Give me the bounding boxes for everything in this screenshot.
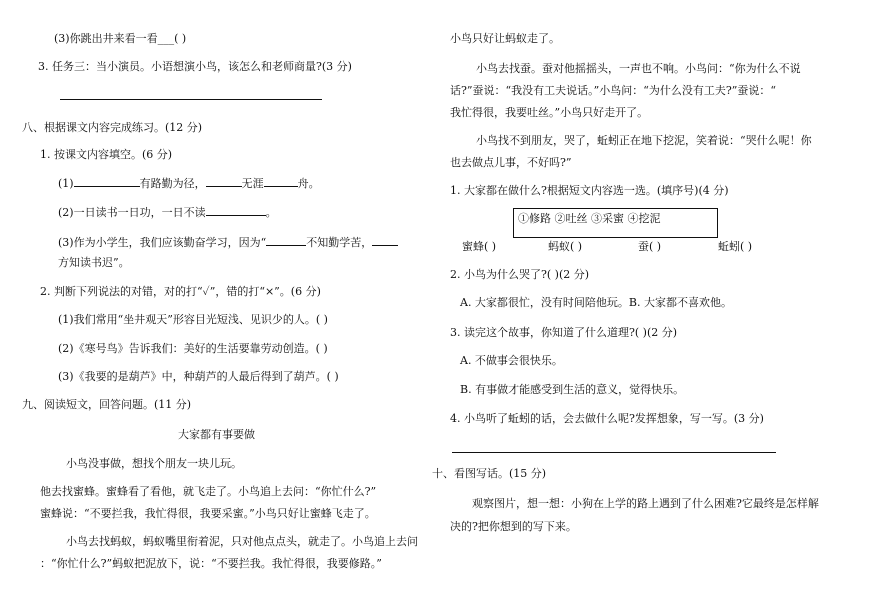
fill-2-text: (2)一日读书一日功，一日不读	[58, 206, 206, 219]
task-3-prompt: 3. 任务三：当小演员。小语想演小鸟，该怎么和老师商量?(3 分)	[38, 60, 352, 73]
section-9-title: 九、阅读短文，回答问题。(11 分)	[22, 398, 192, 411]
fill-1-text-a: 有路勤为径，	[139, 177, 206, 190]
judge-item-3[interactable]: (3)《我要的是葫芦》中，种葫芦的人最后得到了葫芦。( )	[58, 370, 339, 383]
answer-earthworm[interactable]: 蚯蚓( )	[718, 240, 753, 253]
answer-silkworm[interactable]: 蚕( )	[638, 240, 662, 253]
story-paragraph-3-line-1: 小鸟去找蚂蚁，蚂蚁嘴里衔着泥，只对他点点头，就走了。小鸟追上去问	[66, 535, 418, 548]
section-8-question-1: 1. 按课文内容填空。(6 分)	[40, 148, 173, 161]
section-10-title: 十、看图写话。(15 分)	[432, 467, 547, 480]
fill-1-text-c: 舟。	[297, 177, 320, 190]
blank-input[interactable]	[206, 175, 242, 187]
section-10-prompt-line-1: 观察图片，想一想：小狗在上学的路上遇到了什么困难?它最终是怎样解	[472, 497, 819, 510]
fill-2-end: 。	[265, 206, 277, 219]
options-list: ①修路 ②吐丝 ③采蜜 ④挖泥	[518, 212, 661, 225]
blank-input[interactable]	[206, 204, 266, 216]
section-8-question-2: 2. 判断下列说法的对错，对的打“✓”，错的打“×”。(6 分)	[40, 285, 321, 298]
blank-input[interactable]	[266, 234, 306, 246]
fill-1-text-b: 无涯	[241, 177, 264, 190]
blank-input[interactable]	[264, 175, 298, 187]
judge-item-2[interactable]: (2)《寒号鸟》告诉我们：美好的生活要靠劳动创造。( )	[58, 342, 328, 355]
story-paragraph-5-line-2: 也去做点儿事，不好吗?”	[450, 156, 572, 169]
story-paragraph-4-line-2: 话?”蚕说：“我没有工夫说话。”小鸟问：“为什么没有工夫?”蚕说：“	[450, 84, 777, 97]
story-paragraph-5-line-1: 小鸟找不到朋友，哭了，蚯蚓正在地下挖泥，笑着说：“哭什么呢！你	[476, 134, 812, 147]
section-10-prompt-line-2: 决的?把你想到的写下来。	[450, 520, 577, 533]
story-paragraph-2-line-2: 蜜蜂说：“不要拦我，我忙得很，我要采蜜。”小鸟只好让蜜蜂飞走了。	[40, 507, 376, 520]
task-3-answer-line[interactable]	[60, 99, 322, 100]
reading-question-3-option-a: A. 不做事会很快乐。	[460, 354, 563, 367]
fill-3-text-b: 不知勤学苦，	[306, 236, 373, 249]
reading-question-2: 2. 小鸟为什么哭了?( )(2 分)	[450, 268, 590, 281]
reading-question-4: 4. 小鸟听了蚯蚓的话，会去做什么呢?发挥想象，写一写。(3 分)	[450, 412, 764, 425]
fill-3-text-a: (3)作为小学生，我们应该勤奋学习，因为“	[58, 236, 267, 249]
answer-ant[interactable]: 蚂蚁( )	[548, 240, 583, 253]
judge-item-1[interactable]: (1)我们常用“坐井观天”形容目光短浅、见识少的人。( )	[58, 313, 328, 326]
reading-question-3-option-b: B. 有事做才能感受到生活的意义，觉得快乐。	[460, 383, 685, 396]
question-3-line: (3)你跳出井来看一看___( )	[54, 32, 187, 45]
reading-question-2-options: A. 大家都很忙，没有时间陪他玩。B. 大家都不喜欢他。	[460, 296, 733, 309]
answer-bee[interactable]: 蜜蜂( )	[462, 240, 497, 253]
reading-question-3: 3. 读完这个故事，你知道了什么道理?( )(2 分)	[450, 326, 678, 339]
story-title: 大家都有事要做	[178, 428, 255, 441]
story-paragraph-1: 小鸟没事做，想找个朋友一块儿玩。	[66, 457, 242, 470]
blank-input[interactable]	[372, 234, 398, 246]
fill-1-prefix: (1)	[58, 177, 74, 190]
fill-blank-3	[58, 234, 398, 250]
blank-input[interactable]	[74, 175, 140, 187]
story-paragraph-4-line-1: 小鸟去找蚕。蚕对他摇摇头，一声也不响。小鸟问：“你为什么不说	[476, 62, 801, 75]
fill-blank-2	[58, 204, 277, 220]
story-paragraph-2-line-1: 他去找蜜蜂。蜜蜂看了看他，就飞走了。小鸟追上去问：“你忙什么?”	[40, 485, 377, 498]
fill-3-continued: 方知读书迟”。	[58, 256, 130, 269]
reading-question-1: 1. 大家都在做什么?根据短文内容选一选。(填序号)(4 分)	[450, 184, 729, 197]
story-paragraph-3-line-3: 小鸟只好让蚂蚁走了。	[450, 32, 560, 45]
section-8-title: 八、根据课文内容完成练习。(12 分)	[22, 121, 203, 134]
story-paragraph-3-line-2: ：“你忙什么?”蚂蚁把泥放下，说：“不要拦我。我忙得很，我要修路。”	[40, 557, 382, 570]
fill-blank-1	[58, 175, 320, 191]
story-paragraph-4-line-3: 我忙得很，我要吐丝。”小鸟只好走开了。	[450, 106, 649, 119]
question-4-answer-line[interactable]	[452, 452, 776, 453]
